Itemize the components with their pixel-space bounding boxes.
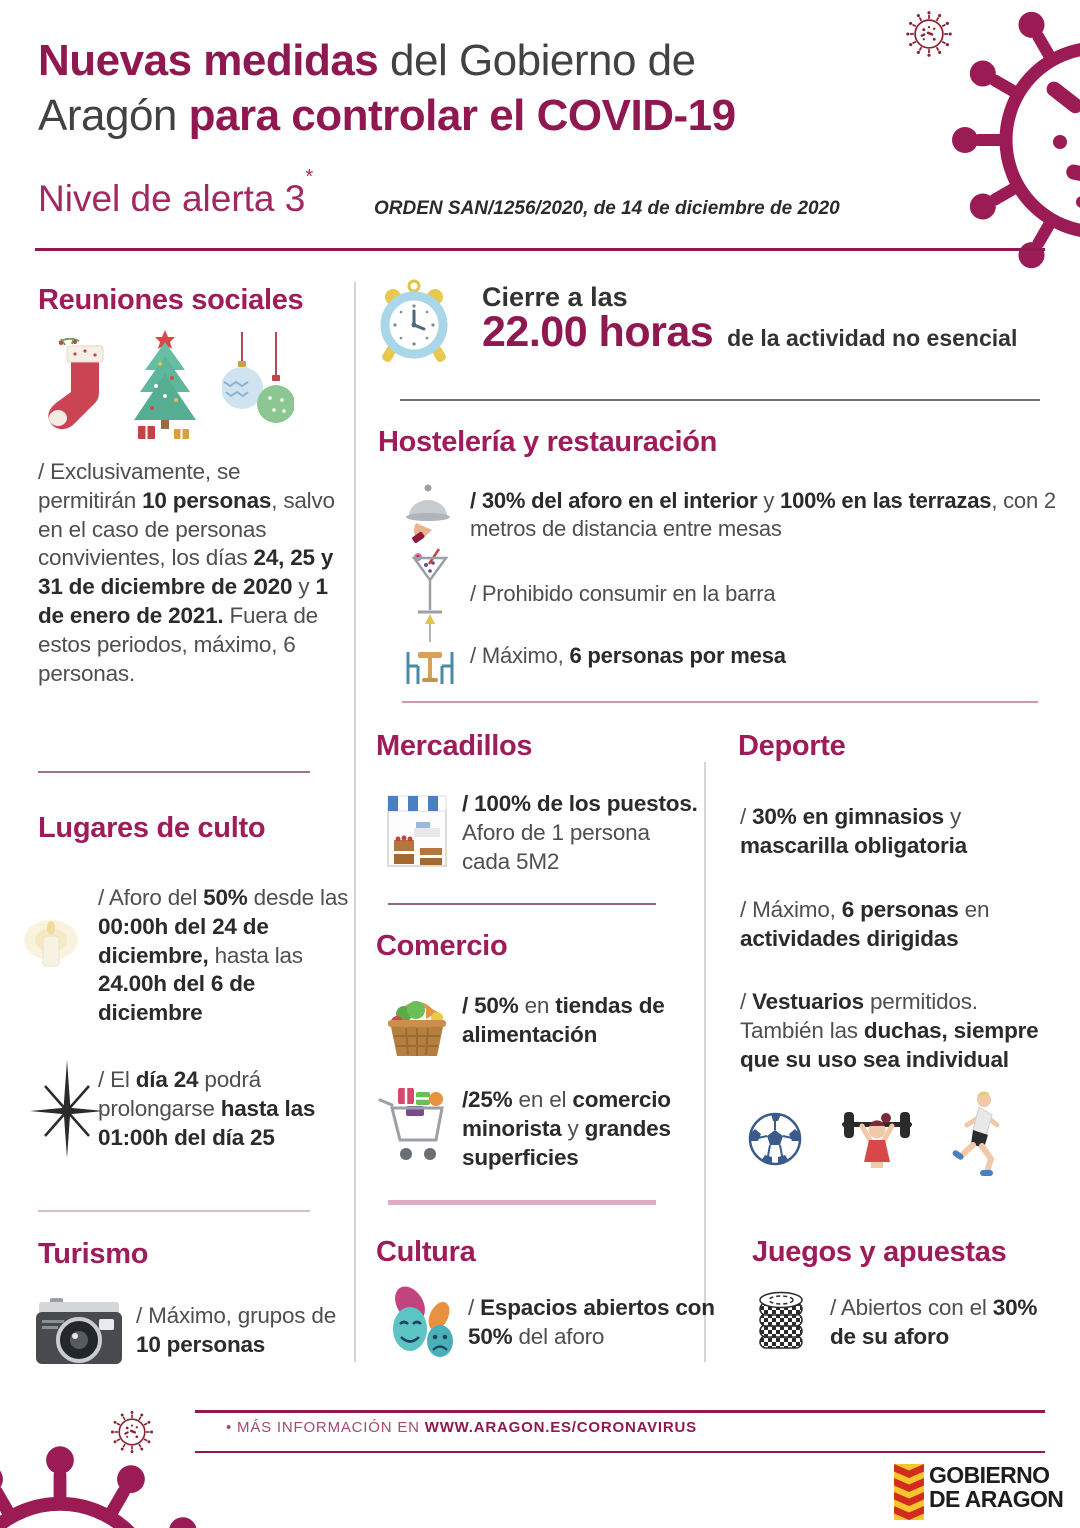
deporte-item-3: / Vestuarios permitidos. También las duchas, siempre que su uso sea individual xyxy=(740,989,1039,1072)
logo-text: GOBIERNO DE ARAGON xyxy=(929,1462,1064,1512)
soccer-ball-icon xyxy=(748,1112,802,1166)
christmas-tree-icon xyxy=(130,330,200,442)
alarm-clock-icon xyxy=(376,278,452,366)
section-title-juegos: Juegos y apuestas xyxy=(752,1236,1007,1268)
curfew-time: 22.00 horas xyxy=(482,308,714,356)
order-reference: ORDEN SAN/1256/2020, de 14 de diciembre de 2020 xyxy=(374,198,840,219)
alert-level: Nivel de alerta 3* xyxy=(38,166,314,219)
gobierno-aragon-logo xyxy=(894,1464,1063,1520)
title-plain-2: Aragón xyxy=(38,90,189,140)
lugares-item-2: / El día 24 podrá prolongarse hasta las 01:00h del día 25 xyxy=(98,1067,316,1150)
section-title-turismo: Turismo xyxy=(38,1238,149,1270)
section-title-mercadillos: Mercadillos xyxy=(376,730,533,762)
title-highlight-2: para controlar el COVID-19 xyxy=(188,90,736,140)
virus-outline-icon xyxy=(948,0,1080,290)
weightlifter-icon xyxy=(838,1098,916,1178)
title-highlight-1: Nuevas medidas xyxy=(38,36,379,85)
section-title-comercio: Comercio xyxy=(376,930,508,962)
hosteleria-item-3: / Máximo, 6 personas por mesa xyxy=(470,643,786,668)
grocery-basket-icon xyxy=(384,986,450,1058)
reuniones-text: / Exclusivamente, se permitirán 10 personas, salvo en el caso de personas convivientes, los días 24, 25 y 31 de diciembre de 2020 y 1 de enero de 2021. Fuera de estos periodos, máximo, 6 personas. xyxy=(38,459,335,686)
curfew-divider xyxy=(400,399,1040,401)
hosteleria-item-1: / 30% del aforo en el interior y 100% en las terrazas, con 2 metros de distancia entre mesas xyxy=(470,488,1056,542)
candle-icon xyxy=(20,910,82,974)
table-chairs-icon xyxy=(398,612,462,690)
runner-icon xyxy=(944,1088,1002,1180)
bullet: • xyxy=(226,1419,233,1436)
hosteleria-item-2: / Prohibido consumir en la barra xyxy=(470,581,776,606)
lugares-item-1: / Aforo del 50% desde las 00:00h del 24 de diciembre, hasta las 24.00h del 6 de diciembre xyxy=(98,885,349,1026)
theater-masks-icon xyxy=(382,1282,458,1360)
serving-tray-icon xyxy=(404,482,452,544)
christmas-ornaments-icon xyxy=(222,332,294,442)
comercio-item-1: / 50% en tiendas de alimentación xyxy=(462,993,665,1047)
juegos-text: / Abiertos con el 30% de su aforo xyxy=(830,1295,1038,1349)
section-title-cultura: Cultura xyxy=(376,1236,476,1268)
reuniones-divider xyxy=(38,771,310,773)
footer-divider-top xyxy=(195,1410,1045,1413)
mercadillos-divider xyxy=(388,903,656,905)
column-divider-left xyxy=(354,282,356,1362)
market-stall-icon xyxy=(386,792,448,870)
section-title-reuniones: Reuniones sociales xyxy=(38,284,304,316)
comercio-item-2: /25% en el comercio minorista y grandes superficies xyxy=(462,1087,671,1170)
mercadillos-text: / 100% de los puestos. Aforo de 1 persona cada 5M2 xyxy=(462,791,698,874)
alert-asterisk: * xyxy=(305,166,314,188)
deporte-item-1: / 30% en gimnasios y mascarilla obligatoria xyxy=(740,804,967,858)
turismo-divider xyxy=(38,1210,310,1212)
shopping-cart-icon xyxy=(376,1082,454,1170)
christmas-stocking-icon xyxy=(45,338,107,438)
curfew-prefix: Cierre a las xyxy=(482,282,628,312)
deporte-item-2: / Máximo, 6 personas en actividades dirigidas xyxy=(740,897,990,951)
hosteleria-divider xyxy=(402,701,1038,703)
cultura-text: / Espacios abiertos con 50% del aforo xyxy=(468,1295,715,1349)
turismo-text: / Máximo, grupos de 10 personas xyxy=(136,1303,337,1357)
title-plain-1: del Gobierno de xyxy=(378,36,696,85)
section-title-hosteleria: Hostelería y restauración xyxy=(378,426,718,458)
virus-detailed-icon-bottom xyxy=(108,1408,156,1456)
column-divider-right xyxy=(704,762,706,1362)
camera-icon xyxy=(36,1298,122,1368)
more-info-text: • MÁS INFORMACIÓN EN WWW.ARAGON.ES/CORONAVIRUS xyxy=(226,1419,697,1436)
section-title-lugares: Lugares de culto xyxy=(38,812,266,844)
curfew-suffix: de la actividad no esencial xyxy=(727,325,1018,351)
info-url: WWW.ARAGON.ES/CORONAVIRUS xyxy=(424,1419,697,1436)
header-divider xyxy=(35,248,1045,251)
star-sparkle-icon xyxy=(28,1060,106,1158)
comercio-divider xyxy=(388,1200,656,1205)
curfew-banner xyxy=(482,308,1017,357)
page-title xyxy=(38,34,736,143)
footer-divider-bottom xyxy=(195,1451,1045,1453)
section-title-deporte: Deporte xyxy=(738,730,846,762)
aragon-shield-icon xyxy=(894,1464,924,1520)
poker-chips-icon xyxy=(756,1286,806,1354)
